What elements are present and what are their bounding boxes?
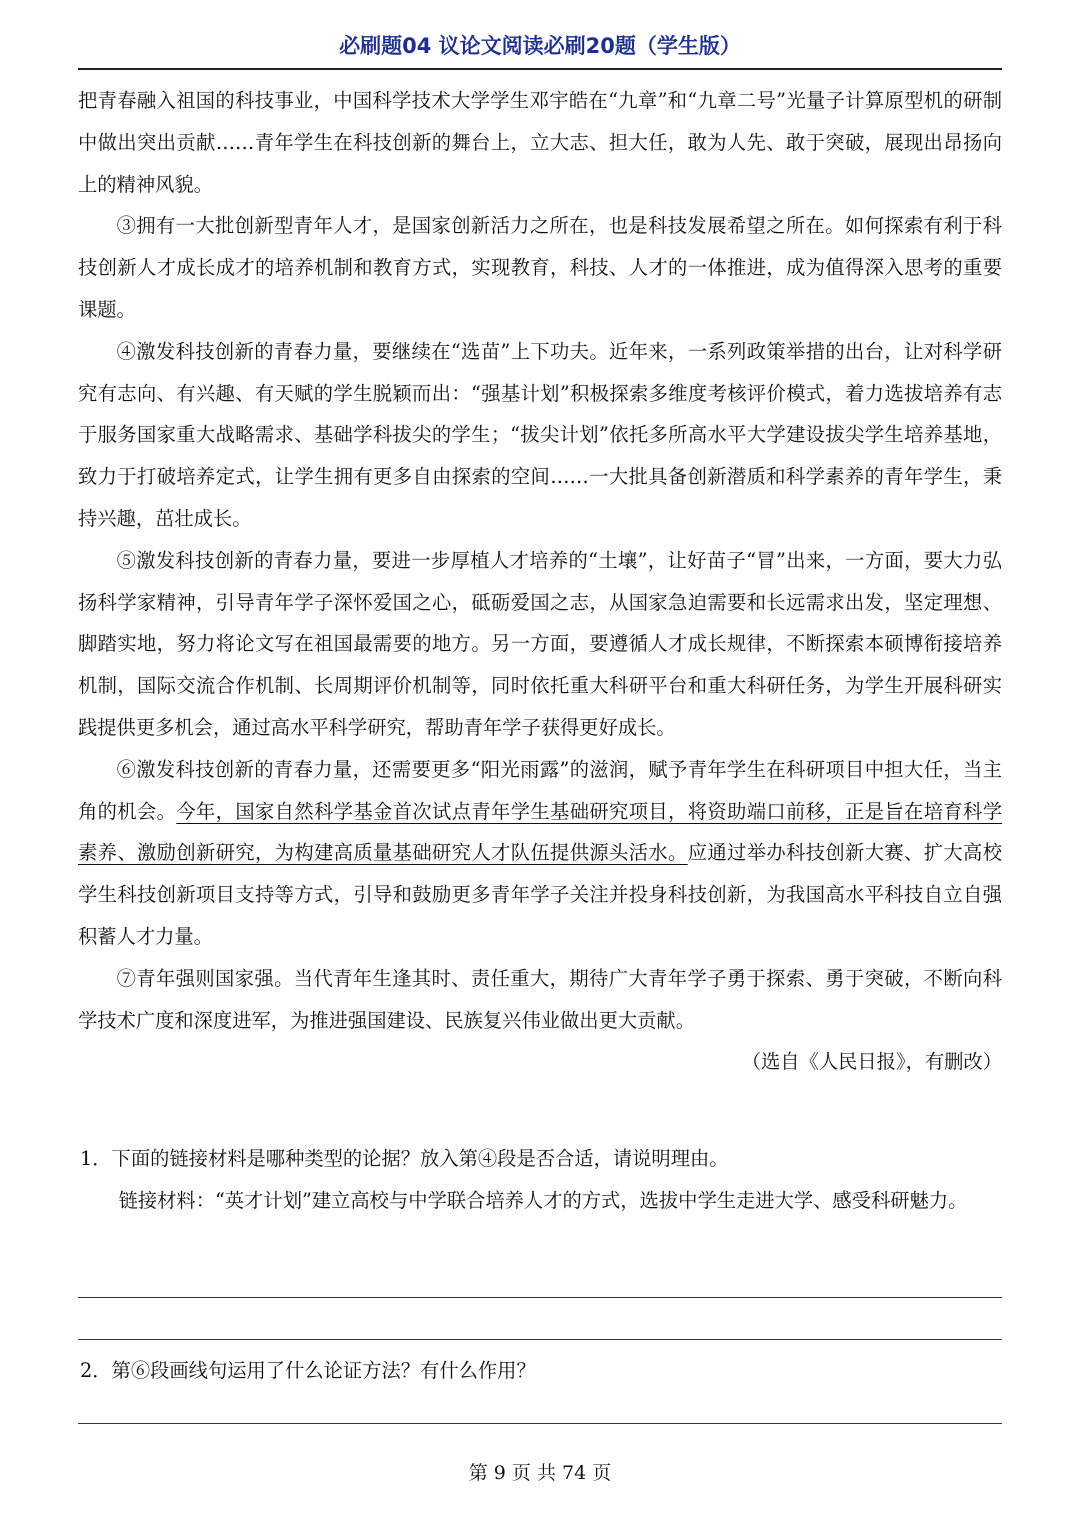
question-1: 1．下面的链接材料是哪种类型的论据？放入第④段是否合适，请说明理由。 (80, 1147, 729, 1170)
paragraph-5: ⑤激发科技创新的青春力量，要进一步厚植人才培养的“土壤”，让好苗子“冒”出来，一方面，要大力弘扬科学家精神，引导青年学子深怀爱国之心，砥砺爱国之志，从国家急迫需要和长远需求出发，坚定理想、脚踏实地，努力将论文写在祖国最需要的地方。另一方面，要遵循人才成长规律，不断探索本硕博衔接培养机制，国际交流合作机制、长周期评价机制等，同时依托重大科研平台和重大科研任务，为学生开展科研实践提供更多机会，通过高水平科学研究，帮助青年学子获得更好成长。 (78, 548, 1002, 739)
paragraph-7: ⑦青年强则国家强。当代青年生逢其时、责任重大，期待广大青年学子勇于探索、勇于突破，不断向科学技术广度和深度进军，为推进强国建设、民族复兴伟业做出更大贡献。 (78, 966, 1002, 1032)
answer-line (78, 1297, 1002, 1298)
underlined-sentence: 今年，国家自然科学基金首次试点青年学生基础研究项目，将资助端口前移，正是旨在培育科学素养、激励创新研究，为构建高质量基础研究人才队伍提供源头活水。 (78, 799, 1003, 865)
paragraph-6 (78, 749, 1002, 958)
answer-line (78, 1339, 1002, 1340)
paragraph-6-intro: ⑥激发科技创新的青春力量，还需要更多“阳光雨露”的滋润，赋予青年学生在科研项目中担大任，当主角的机会。 (78, 757, 1002, 823)
passage-body (78, 80, 1002, 1083)
header-divider (78, 68, 1002, 70)
page-header-title: 必刷题04 议论文阅读必刷20题（学生版） (339, 34, 741, 58)
question-1-material: 链接材料：“英才计划”建立高校与中学联合培养人才的方式，选拔中学生走进大学、感受科研魅力。 (118, 1189, 968, 1212)
paragraph-3: ③拥有一大批创新型青年人才，是国家创新活力之所在，也是科技发展希望之所在。如何探索有利于科技创新人才成长成才的培养机制和教育方式，实现教育，科技、人才的一体推进，成为值得深入思考的重要课题。 (78, 214, 1002, 321)
question-2: 2．第⑥段画线句运用了什么论证方法？有什么作用？ (80, 1359, 536, 1382)
paragraph-continued: 把青春融入祖国的科技事业，中国科学技术大学学生邓宇皓在“九章”和“九章二号”光量子计算原型机的研制中做出突出贡献……青年学生在科技创新的舞台上，立大志、担大任，敢为人先、敢于突破，展现出昂扬向上的精神风貌。 (78, 89, 1002, 196)
source-citation: （选自《人民日报》，有删改） (741, 1050, 1002, 1074)
paragraph-4: ④激发科技创新的青春力量，要继续在“选苗”上下功夫。近年来，一系列政策举措的出台，让对科学研究有志向、有兴趣、有天赋的学生脱颖而出：“强基计划”积极探索多维度考核评价模式，着力选拔培养有志于服务国家重大战略需求、基础学科拔尖的学生；“拔尖计划”依托多所高水平大学建设拔尖学生培养基地，致力于打破培养定式，让学生拥有更多自由探索的空间……一大批具备创新潜质和科学素养的青年学生，秉持兴趣，茁壮成长。 (78, 339, 1002, 530)
paragraph-6-rest: 应通过举办科技创新大赛、扩大高校学生科技创新项目支持等方式，引导和鼓励更多青年学子关注并投身科技创新，为我国高水平科技自立自强积蓄人才力量。 (78, 841, 1003, 948)
answer-line (78, 1423, 1002, 1424)
page-number: 第 9 页 共 74 页 (468, 1462, 612, 1484)
